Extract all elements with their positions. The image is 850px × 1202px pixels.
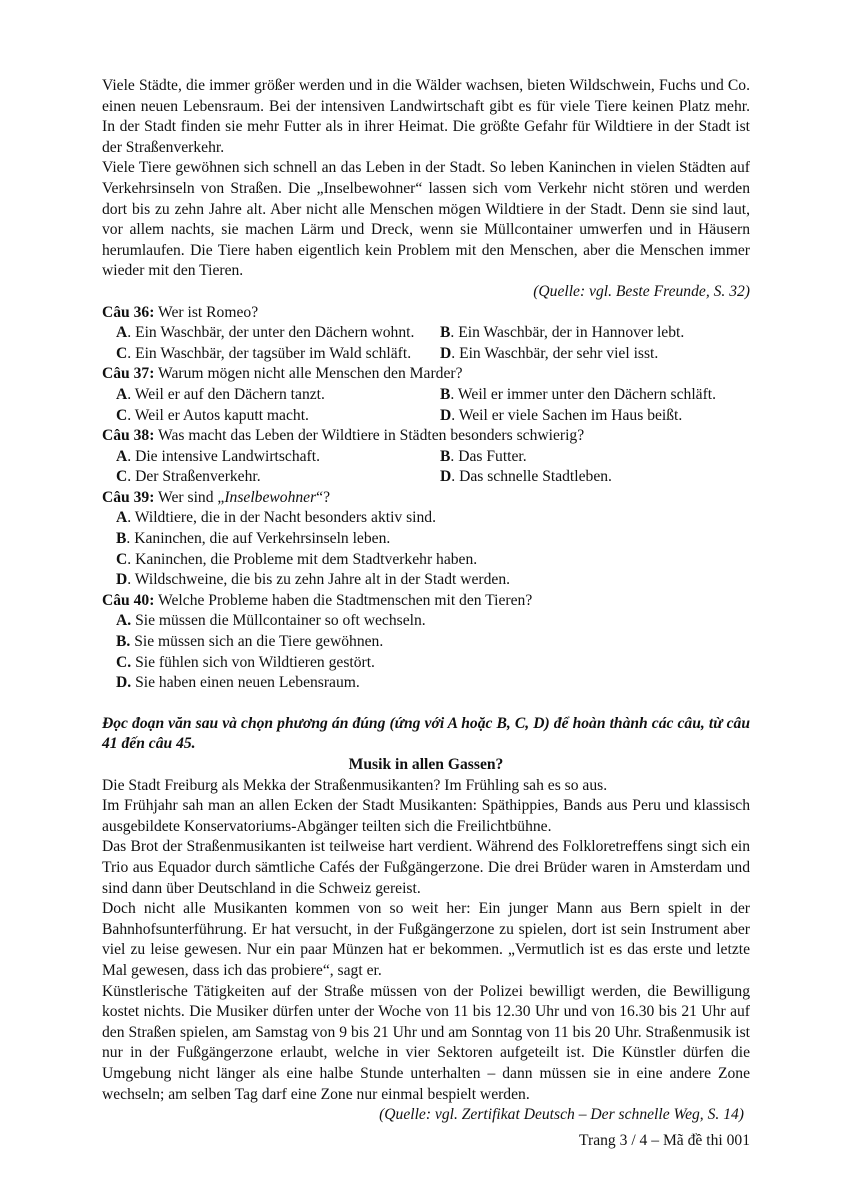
question-39 (102, 488, 750, 591)
option-c[interactable]: C. Weil er Autos kaputt macht. (116, 406, 309, 424)
question-text: Wer ist Romeo? (158, 303, 259, 321)
passage2-title: Musik in allen Gassen? (348, 756, 504, 773)
option-a[interactable]: A. Ein Waschbär, der unter den Dächern wohnt. (116, 324, 415, 342)
passage2-paragraph-5: Künstlerische Tätigkeiten auf der Straße müssen von der Polizei bewilligt werden, die Bewilligung kostet nichts. Die Musiker dürfen unter der Woche von 11 bis 12.30 Uhr und von 16.30 bis 21 Uhr auf den Straßen spielen, am Samstag von 9 bis 21 Uhr und am Sonntag von 11 bis 20 Uhr. Straßenmusik ist nur in der Fußgängerzone erlaubt, welche in vier Sektoren aufgeteilt ist. Die Künstler dürfen die Umgebung nicht länger als eine halbe Stunde unterhalten – dann müssen sie in eine andere Zone wechseln; am selben Tag darf eine Zone nur einmal bespielt werden. (102, 982, 750, 1103)
passage1-paragraph-2: Viele Tiere gewöhnen sich schnell an das Leben in der Stadt. So leben Kaninchen in vielen Städten auf Verkehrsinseln von Straßen. Die „Inselbewohner“ lassen sich vom Verkehr nicht stören und werden dort bis zu zehn Jahre alt. Aber nicht alle Menschen mögen Wildtiere in der Stadt. Denn sie sind laut, vor allem nachts, sie machen Lärm und Dreck, wenn sie Müllcontainer umwerfen und in Häusern herumlaufen. Die Tiere haben eigentlich kein Problem mit den Menschen, aber die Menschen immer wieder mit den Tieren. (102, 159, 750, 280)
passage2-paragraph-2: Im Frühjahr sah man an allen Ecken der Stadt Musikanten: Späthippies, Bands aus Peru und klassisch ausgebildete Konservatoriums-Abgänger teilten sich die Freilichtbühne. (102, 797, 750, 835)
option-c[interactable]: C. Sie fühlen sich von Wildtieren gestört. (116, 653, 375, 671)
question-label: Câu 39: (102, 488, 155, 506)
question-label: Câu 40: (102, 591, 155, 609)
question-36 (102, 303, 750, 365)
question-label: Câu 36: (102, 303, 155, 321)
option-c[interactable]: C. Der Straßenverkehr. (116, 468, 261, 486)
question-label: Câu 38: (102, 427, 155, 445)
option-c[interactable]: C. Ein Waschbär, der tagsüber im Wald schläft. (116, 344, 412, 362)
option-d[interactable]: D. Das schnelle Stadtleben. (440, 468, 612, 486)
question-40 (102, 591, 750, 694)
option-b[interactable]: B. Sie müssen sich an die Tiere gewöhnen. (116, 633, 384, 651)
question-text: Was macht das Leben der Wildtiere in Städten besonders schwierig? (158, 427, 585, 445)
option-b[interactable]: B. Weil er immer unter den Dächern schläft. (440, 385, 717, 403)
option-d[interactable]: D. Weil er viele Sachen im Haus beißt. (440, 406, 683, 424)
option-d[interactable]: D. Wildschweine, die bis zu zehn Jahre alt in der Stadt werden. (116, 571, 511, 589)
passage1-paragraph-1: Viele Städte, die immer größer werden und in die Wälder wachsen, bieten Wildschwein, Fuchs und Co. einen neuen Lebensraum. Bei der intensiven Landwirtschaft gibt es für viele Tiere keinen Platz mehr. In der Stadt finden sie mehr Futter als in ihrer Heimat. Die größte Gefahr für Wildtiere in der Stadt ist der Straßenverkehr. (102, 77, 750, 156)
option-d[interactable]: D. Sie haben einen neuen Lebensraum. (116, 674, 360, 692)
passage2-paragraph-4: Doch nicht alle Musikanten kommen von so weit her: Ein junger Mann aus Bern spielt in der Bahnhofsunterführung. Er hat versucht, in der Fußgängerzone zu spielen, dort ist sein Instrument aber viel zu leise gewesen. Nur ein paar Münzen hat er bekommen. „Vermutlich ist es das erste und letzte Mal gewesen, dass ich das probiere“, sagt er. (102, 900, 750, 979)
question-38 (102, 426, 750, 488)
option-b[interactable]: B. Ein Waschbär, der in Hannover lebt. (440, 324, 685, 342)
passage1-source: (Quelle: vgl. Beste Freunde, S. 32) (533, 282, 750, 300)
option-d[interactable]: D. Ein Waschbär, der sehr viel isst. (440, 344, 659, 362)
option-a[interactable]: A. Sie müssen die Müllcontainer so oft wechseln. (116, 612, 426, 630)
option-a[interactable]: A. Weil er auf den Dächern tanzt. (116, 385, 325, 403)
question-text: Warum mögen nicht alle Menschen den Marder? (158, 365, 463, 383)
section-instruction: Đọc đoạn văn sau và chọn phương án đúng (ứng với A hoặc B, C, D) để hoàn thành các câu, từ câu 41 đến câu 45. (102, 714, 750, 753)
option-a[interactable]: A. Wildtiere, die in der Nacht besonders aktiv sind. (116, 509, 436, 527)
option-c[interactable]: C. Kaninchen, die Probleme mit dem Stadtverkehr haben. (116, 550, 478, 568)
question-37 (102, 364, 750, 426)
exam-page (102, 76, 750, 1126)
page-footer: Trang 3 / 4 – Mã đề thi 001 (579, 1132, 750, 1149)
option-a[interactable]: A. Die intensive Landwirtschaft. (116, 447, 320, 465)
question-text: Wer sind „Inselbewohner“? (158, 488, 330, 506)
reading-passage-1 (102, 76, 750, 303)
question-label: Câu 37: (102, 365, 155, 383)
passage2-paragraph-3: Das Brot der Straßenmusikanten ist teilweise hart verdient. Während des Folkloretreffens singt sich ein Trio aus Equador durch sämtliche Cafés der Fußgängerzone. Die drei Brüder waren in Amsterdam und sind dann über Deutschland in die Schweiz gereist. (102, 838, 750, 897)
passage2-paragraph-1: Die Stadt Freiburg als Mekka der Straßenmusikanten? Im Frühling sah es so aus. (102, 776, 608, 794)
option-b[interactable]: B. Das Futter. (440, 447, 527, 465)
reading-passage-2 (102, 755, 750, 1126)
option-b[interactable]: B. Kaninchen, die auf Verkehrsinseln leben. (116, 530, 391, 548)
passage2-source: (Quelle: vgl. Zertifikat Deutsch – Der schnelle Weg, S. 14) (379, 1106, 744, 1124)
question-text: Welche Probleme haben die Stadtmenschen mit den Tieren? (158, 591, 533, 609)
